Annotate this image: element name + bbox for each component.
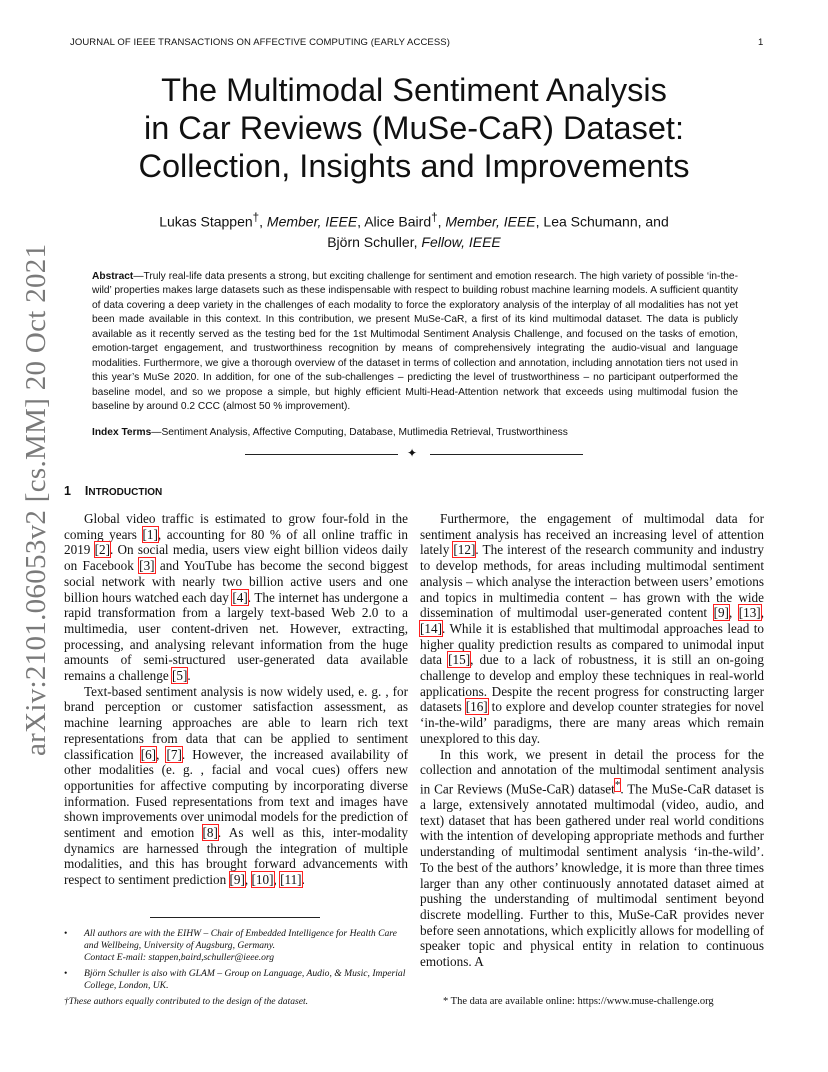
data-availability-footnote: * The data are available online: https://www.muse-challenge.org [443,996,714,1007]
citation-link[interactable]: [16] [465,699,488,715]
text-run: . While it is established that multimodal approaches lead to higher quality prediction results as compared to unimodal input data [420,620,764,668]
text-run: and YouTube has become the second biggest social network with nearly two billion active users and one billion hours watched each day [64,558,408,605]
text-run: to explore and develop counter strategies for novel ‘in-the-wild’ paradigms, there are many areas which remain unexplored to this day. [420,699,765,746]
text-run: , [273,872,281,888]
running-head: JOURNAL OF IEEE TRANSACTIONS ON AFFECTIVE COMPUTING (EARLY ACCESS) [70,37,450,48]
author-role: Fellow, IEEE [421,233,501,250]
paragraph [420,747,764,970]
text-run: . However, the increased availability of other modalities (e. g. , facial and vocal cues) offers new opportunities for affective computing by incorporating diverse information. Fused representations from text and images have shown improvements over unimodal models for the prediction of sentiment and emotion [64,746,409,841]
text-run: In this work, we present in detail the process for the collection and annotation of the multimodal sentiment analysis in Car Reviews (MuSe-CaR) dataset [420,746,764,797]
text-run: . The internet has undergone a rapid transformation from a largely text-based Web 2.0 to a multimedia, user content-driven net. However, extracting, processing, and analysing relevant information from the huge amounts of semi-structured user-generated data available remains a challenge [64,589,408,684]
abstract [92,270,738,415]
citation-link[interactable]: [8] [202,825,218,841]
footnote-email: Contact E-mail: stappen,baird,schuller@ieee.org [84,952,275,964]
divider-line-right [430,454,583,455]
citation-link[interactable]: [10] [251,872,274,888]
author-name: Lea Schumann, and [543,213,669,230]
text-run: . The MuSe-CaR dataset is a large, extensively annotated multimodal (video, audio, and text) dataset that has been gathered under real world conditions with the intention of developing appropriate methods and further understanding of multimodal sentiment analysis ‘in-the-wild’. To the best of the authors’ knowledge, it is more than three times larger than any other continuously annotated dataset aimed at pushing the understanding of multimodal sentiment beyond discrete modelling. Further to this, MuSe-CaR provides never before seen annotations, which explicitly allows for modelling of speaker topic and physical entity in relation to continuous emotions. A [420,781,764,970]
footnote-link[interactable]: * [614,778,621,791]
bullet-icon: • [64,967,68,979]
author-name: Lukas Stappen [159,213,253,230]
citation-link[interactable]: [3] [139,558,155,574]
title-line-2: in Car Reviews (MuSe-CaR) Dataset: [143,110,684,146]
text-run: , accounting for 80 % of all online traffic in 2019 [64,526,408,558]
abstract-text: —Truly real-life data presents a strong, but exciting challenge for sentiment and emotion research. The high variety of possible ‘in-the-wild’ properties makes large datasets such as these indispensable with respect to building robust machine learning models. A sufficient quantity of data covering a deep variety in the challenges of each modality to force the exploratory analysis of the interplay of all modalities has not yet been made available in this context. In this contribution, we present MuSe-CaR, a first of its kind multimodal dataset. The data is publicly available as it recently served as the testing bed for the 1st Multimodal Sentiment Analysis Challenge, and focused on the tasks of emotion, emotion-target engagement, and trustworthiness recognition by means of comprehensively integrating the audio-visual and language modalities. Furthermore, we give a thorough overview of the dataset in terms of collection and annotation, including annotation tiers not used in this year’s MuSe 2020. In addition, for one of the sub-challenges – predicting the level of trustworthiness – no participant outperformed the baseline model, and so we propose a simple, but highly efficient Multi-Head-Attention network that exceeds using multimodal fusion the baseline by around 0.2 CCC (almost 50 % improvement). [92,271,738,413]
paragraph [64,511,408,684]
paragraph [420,511,764,747]
text-run: . As well as this, inter-modality dynamics are harnessed through the integration of multiple modalities, and this has brought forward advancements with respect to sentiment prediction [64,825,408,888]
divider-line-left [245,454,398,455]
bullet-icon: • [64,928,68,939]
author-name: Alice Baird [364,213,432,230]
index-terms-label: Index Terms [92,427,152,438]
title-line-3: Collection, Insights and Improvements [138,148,690,184]
text-run: , [760,605,764,621]
right-column [420,511,764,970]
text-run: , [156,746,167,762]
citation-link[interactable]: [15] [448,652,471,668]
index-terms [92,427,738,438]
text-run: Furthermore, the engagement of multimodal data for sentiment analysis has received an increasing level of attention lately [420,511,764,558]
citation-link[interactable]: [13] [738,605,761,621]
citation-link[interactable]: [9] [713,605,729,621]
text-run: . [301,872,305,888]
left-column [64,511,408,888]
citation-link[interactable]: [7] [166,746,182,762]
author-mark: † [252,211,260,224]
footnote-text: All authors are with the EIHW – Chair of Embedded Intelligence for Health Care and Wellbeing, University of Augsburg, Germany. [84,928,397,952]
author-role: Member, IEEE [266,213,358,230]
section-title-rest: NTRODUCTION [88,487,163,498]
section-number: 1 [64,484,71,498]
citation-link[interactable]: [1] [142,526,158,542]
footnote-text: Björn Schuller is also with GLAM – Group on Language, Audio, & Music, Imperial College, London, UK. [84,967,406,991]
author-role: Member, IEEE [445,213,536,230]
section-heading [64,484,162,498]
citation-link[interactable]: [2] [94,542,110,558]
text-run: , due to a lack of robustness, it is still an on-going challenge to develop and employ these techniques in real-world applications. Despite the recent progress for constructing larger datasets [420,652,764,715]
section-initial: I [84,484,89,498]
title-line-1: The Multimodal Sentiment Analysis [161,72,667,108]
citation-link[interactable]: [12] [453,542,476,558]
footnote-item [64,928,410,965]
abstract-label: Abstract [92,271,134,282]
text-run: . [187,668,191,684]
author-list: Lukas Stappen†, Member, IEEE, Alice Baird†, Member, IEEE, Lea Schumann, and Björn Schuller, Fellow, IEEE [159,211,669,250]
text-run: . The interest of the research community and industry to develop methods, for areas including multimodal sentiment analysis – which analyse the interaction between users’ emotions and topics in multimedia content – has grown with the wide dissemination of multimodal user-generated content [420,542,764,621]
citation-link[interactable]: [6] [140,746,157,762]
dagger-footnote: †These authors equally contributed to the design of the dataset. [64,996,309,1007]
citation-link[interactable]: [5] [172,668,188,684]
citation-link[interactable]: [14] [420,620,442,636]
text-run: Global video traffic is estimated to grow four-fold in the coming years [64,511,408,542]
text-run: , [244,872,252,888]
text-run: , [728,605,739,621]
index-terms-text: —Sentiment Analysis, Affective Computing, Database, Mutlimedia Retrieval, Trustworthiness [151,427,568,438]
arxiv-stamp: arXiv:2101.06053v2 [cs.MM] 20 Oct 2021 [20,243,52,756]
divider-star-icon: ✦ [407,446,418,460]
citation-link[interactable]: [4] [232,589,248,605]
author-name: Björn Schuller, [327,233,418,250]
footnotes [64,928,410,995]
author-mark: † [431,211,438,224]
text-run: Text-based sentiment analysis is now widely used, e. g. , for brand perception or customer satisfaction assessment, as machine learning approaches are able to learn rich text representations from data that can be applied to sentiment classification [64,683,408,762]
page-number: 1 [758,37,764,48]
citation-link[interactable]: [9] [229,872,245,888]
text-run: . On social media, users view eight billion videos daily on Facebook [64,542,408,574]
paragraph [64,684,408,888]
footnote-rule [150,917,320,918]
paper-title [100,71,728,185]
citation-link[interactable]: [11] [280,872,302,888]
footnote-item [64,968,410,992]
